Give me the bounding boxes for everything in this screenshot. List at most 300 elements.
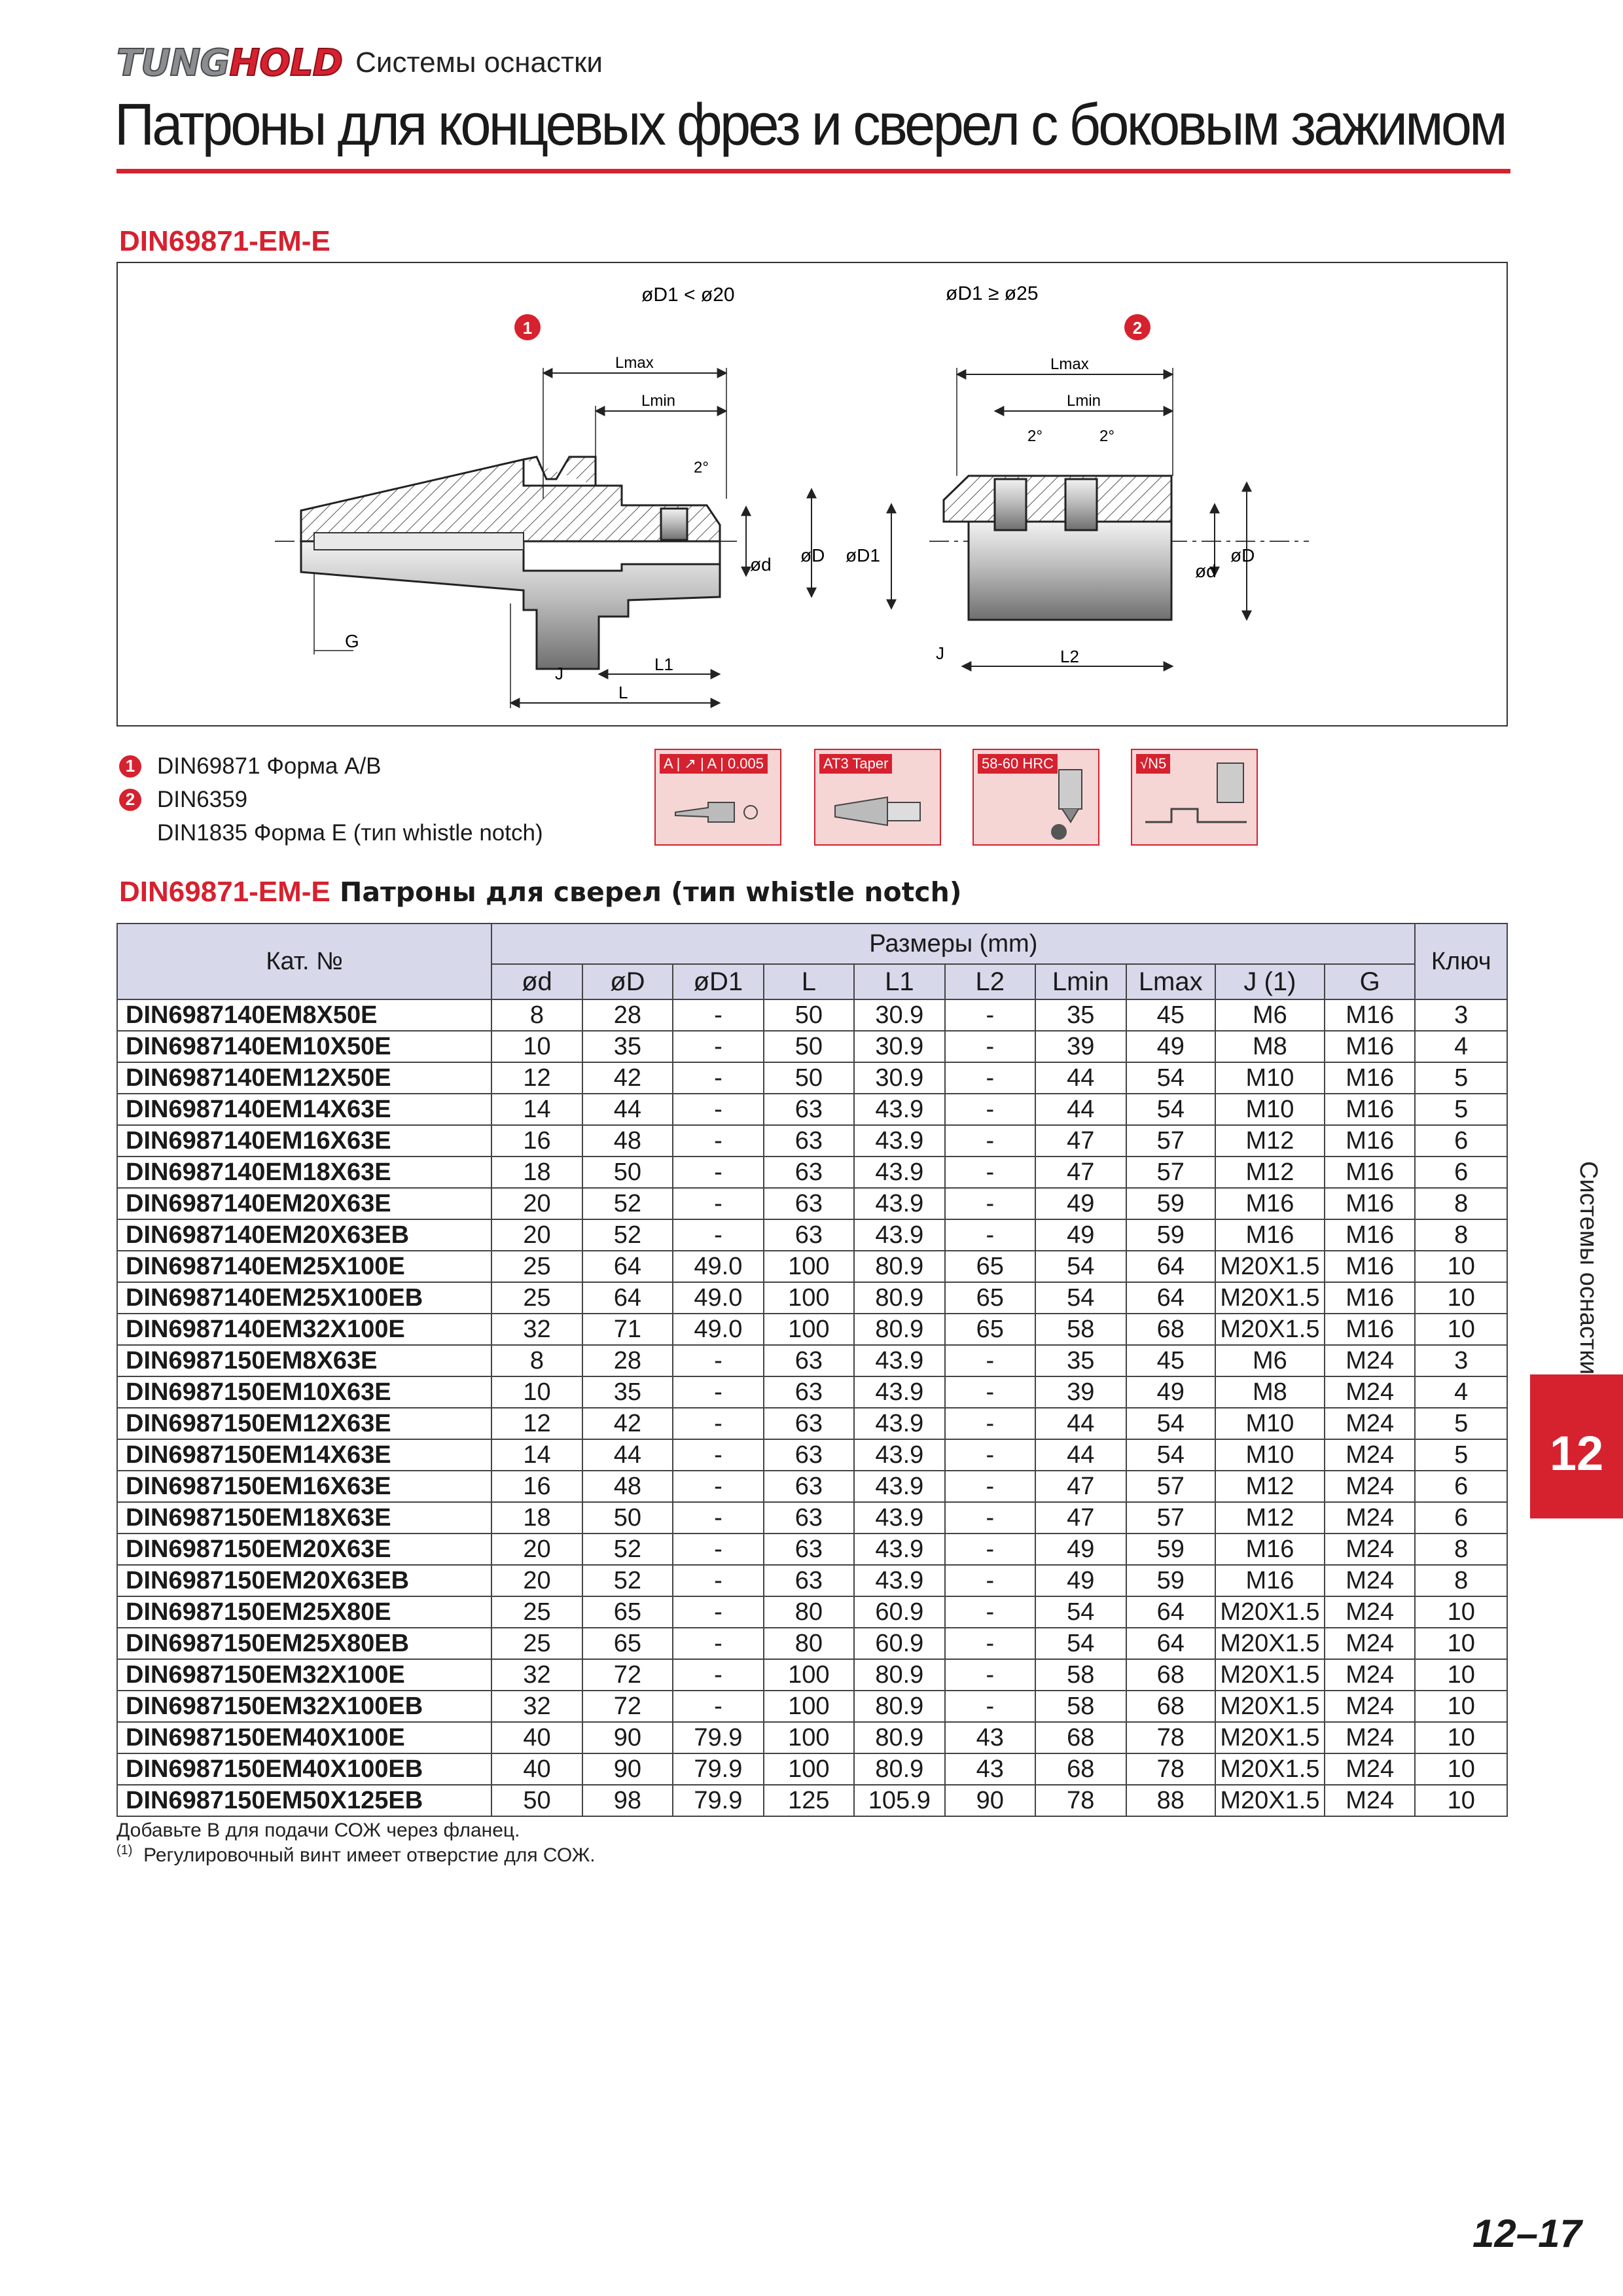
table-cell: 80.9 bbox=[854, 1722, 944, 1753]
table-cell: 80 bbox=[764, 1628, 854, 1659]
table-cell: 44 bbox=[582, 1439, 673, 1471]
table-cell: 49 bbox=[1035, 1219, 1126, 1251]
table-cell: - bbox=[673, 1628, 763, 1659]
table-cell: 30.9 bbox=[854, 1062, 944, 1094]
table-cell: - bbox=[945, 1534, 1035, 1565]
table-cell: 90 bbox=[945, 1785, 1035, 1816]
table-cell: - bbox=[673, 999, 763, 1031]
section-title-drawing: DIN69871-EM-E bbox=[119, 225, 330, 257]
table-cell: 68 bbox=[1035, 1753, 1126, 1785]
table-cell: - bbox=[673, 1062, 763, 1094]
table-cell: - bbox=[673, 1565, 763, 1596]
table-cell: 47 bbox=[1035, 1502, 1126, 1534]
catalog-number: DIN6987140EM12X50E bbox=[117, 1062, 491, 1094]
catalog-number: DIN6987150EM40X100EB bbox=[117, 1753, 491, 1785]
table-cell: M20X1.5 bbox=[1215, 1691, 1325, 1722]
table-cell: 42 bbox=[582, 1408, 673, 1439]
table-cell: 88 bbox=[1126, 1785, 1215, 1816]
column-header: L1 bbox=[854, 964, 944, 999]
table-cell: 16 bbox=[491, 1125, 582, 1157]
table-cell: M20X1.5 bbox=[1215, 1785, 1325, 1816]
table-cell: 10 bbox=[491, 1031, 582, 1062]
spec-table bbox=[116, 923, 1508, 1817]
note-screw-text: Регулировочный винт имеет отверстие для СОЖ. bbox=[143, 1844, 596, 1866]
taper-icon bbox=[815, 750, 940, 844]
table-cell: 59 bbox=[1126, 1534, 1215, 1565]
table-cell: 52 bbox=[582, 1565, 673, 1596]
table-row bbox=[117, 1345, 1507, 1376]
table-row bbox=[117, 1094, 1507, 1125]
legend-text-2: DIN6359 bbox=[157, 787, 248, 812]
table-cell: 4 bbox=[1415, 1031, 1507, 1062]
table-cell: 80.9 bbox=[854, 1251, 944, 1282]
table-cell: M24 bbox=[1325, 1534, 1416, 1565]
dim-J-1: J bbox=[555, 664, 563, 683]
runout-icon bbox=[656, 750, 780, 844]
table-cell: M20X1.5 bbox=[1215, 1314, 1325, 1345]
table-cell: - bbox=[673, 1376, 763, 1408]
table-cell: 45 bbox=[1126, 999, 1215, 1031]
table-cell: 54 bbox=[1035, 1282, 1126, 1314]
table-cell: M10 bbox=[1215, 1408, 1325, 1439]
table-row bbox=[117, 1722, 1507, 1753]
table-cell: 49.0 bbox=[673, 1314, 763, 1345]
technical-drawing bbox=[116, 262, 1508, 726]
table-cell: 64 bbox=[1126, 1282, 1215, 1314]
table-cell: 10 bbox=[1415, 1753, 1507, 1785]
table-cell: M16 bbox=[1215, 1188, 1325, 1219]
table-cell: - bbox=[673, 1094, 763, 1125]
table-cell: M24 bbox=[1325, 1753, 1416, 1785]
table-cell: 50 bbox=[582, 1502, 673, 1534]
table-cell: M24 bbox=[1325, 1502, 1416, 1534]
table-cell: - bbox=[673, 1659, 763, 1691]
table-cell: - bbox=[945, 1188, 1035, 1219]
column-header: L bbox=[764, 964, 854, 999]
table-cell: 10 bbox=[491, 1376, 582, 1408]
column-header: øD bbox=[582, 964, 673, 999]
table-cell: M12 bbox=[1215, 1157, 1325, 1188]
brand-subtitle: Системы оснастки bbox=[355, 46, 603, 79]
note-screw bbox=[116, 1843, 596, 1867]
dim-lmin-2: Lmin bbox=[1067, 392, 1101, 410]
table-cell: M24 bbox=[1325, 1691, 1416, 1722]
column-header: ød bbox=[491, 964, 582, 999]
table-row bbox=[117, 1408, 1507, 1439]
table-cell: 63 bbox=[764, 1094, 854, 1125]
condition-label-2: øD1 ≥ ø25 bbox=[946, 283, 1039, 304]
table-cell: 43.9 bbox=[854, 1439, 944, 1471]
column-header: Lmin bbox=[1035, 964, 1126, 999]
table-cell: 8 bbox=[491, 999, 582, 1031]
header-key: Ключ bbox=[1415, 924, 1507, 999]
table-cell: - bbox=[945, 1691, 1035, 1722]
header-cat: Кат. № bbox=[117, 924, 491, 999]
catalog-number: DIN6987140EM32X100E bbox=[117, 1314, 491, 1345]
table-cell: M20X1.5 bbox=[1215, 1628, 1325, 1659]
table-cell: 14 bbox=[491, 1439, 582, 1471]
table-cell: 6 bbox=[1415, 1502, 1507, 1534]
table-cell: 65 bbox=[945, 1251, 1035, 1282]
catalog-number: DIN6987150EM16X63E bbox=[117, 1471, 491, 1502]
table-cell: 105.9 bbox=[854, 1785, 944, 1816]
catalog-number: DIN6987150EM40X100E bbox=[117, 1722, 491, 1753]
dim-D-2: øD bbox=[1230, 545, 1255, 565]
holder-1-drawing bbox=[275, 354, 825, 708]
table-cell: 10 bbox=[1415, 1314, 1507, 1345]
table-cell: 52 bbox=[582, 1188, 673, 1219]
title-divider bbox=[116, 169, 1510, 173]
table-cell: - bbox=[945, 1062, 1035, 1094]
table-cell: 10 bbox=[1415, 1659, 1507, 1691]
table-cell: M24 bbox=[1325, 1785, 1416, 1816]
section-title-table-text: Патроны для сверел (тип whistle notch) bbox=[330, 876, 962, 908]
table-cell: 59 bbox=[1126, 1565, 1215, 1596]
table-cell: M24 bbox=[1325, 1408, 1416, 1439]
table-cell: M8 bbox=[1215, 1031, 1325, 1062]
table-cell: 125 bbox=[764, 1785, 854, 1816]
table-cell: 45 bbox=[1126, 1345, 1215, 1376]
table-cell: - bbox=[945, 1408, 1035, 1439]
table-cell: 100 bbox=[764, 1282, 854, 1314]
table-cell: - bbox=[673, 1125, 763, 1157]
table-cell: 63 bbox=[764, 1125, 854, 1157]
table-cell: M24 bbox=[1325, 1659, 1416, 1691]
surface-finish-icon bbox=[1132, 750, 1257, 844]
table-cell: 3 bbox=[1415, 999, 1507, 1031]
table-cell: M16 bbox=[1215, 1565, 1325, 1596]
table-cell: 49.0 bbox=[673, 1251, 763, 1282]
table-cell: 63 bbox=[764, 1439, 854, 1471]
table-cell: 64 bbox=[582, 1251, 673, 1282]
table-cell: 80.9 bbox=[854, 1691, 944, 1722]
table-cell: 64 bbox=[1126, 1596, 1215, 1628]
table-cell: 68 bbox=[1126, 1314, 1215, 1345]
table-cell: 10 bbox=[1415, 1785, 1507, 1816]
table-cell: 78 bbox=[1126, 1722, 1215, 1753]
column-header: øD1 bbox=[673, 964, 763, 999]
feature-hardness bbox=[972, 749, 1099, 846]
table-row bbox=[117, 1062, 1507, 1094]
table-cell: 12 bbox=[491, 1408, 582, 1439]
table-cell: - bbox=[945, 1565, 1035, 1596]
table-cell: 63 bbox=[764, 1534, 854, 1565]
table-cell: M24 bbox=[1325, 1596, 1416, 1628]
table-cell: 6 bbox=[1415, 1157, 1507, 1188]
table-cell: 63 bbox=[764, 1157, 854, 1188]
legend-text-1: DIN69871 Форма A/B bbox=[157, 753, 382, 779]
table-row bbox=[117, 1659, 1507, 1691]
catalog-number: DIN6987150EM50X125EB bbox=[117, 1785, 491, 1816]
table-cell: 68 bbox=[1126, 1659, 1215, 1691]
chapter-number: 12 bbox=[1549, 1426, 1604, 1480]
table-cell: 43.9 bbox=[854, 1565, 944, 1596]
table-cell: 80.9 bbox=[854, 1314, 944, 1345]
table-cell: M16 bbox=[1325, 1188, 1416, 1219]
drawing-badge-2-label: 2 bbox=[1132, 318, 1143, 338]
legend-row-2 bbox=[119, 783, 543, 816]
note-screw-mark: (1) bbox=[116, 1843, 133, 1857]
dim-lmin-1: Lmin bbox=[641, 392, 676, 410]
table-cell: M16 bbox=[1325, 1251, 1416, 1282]
table-cell: 8 bbox=[491, 1345, 582, 1376]
table-cell: - bbox=[673, 1408, 763, 1439]
table-cell: - bbox=[945, 1502, 1035, 1534]
spec-table-body bbox=[117, 999, 1507, 1816]
table-cell: 10 bbox=[1415, 1628, 1507, 1659]
table-cell: M12 bbox=[1215, 1471, 1325, 1502]
table-cell: 43 bbox=[945, 1753, 1035, 1785]
catalog-number: DIN6987140EM20X63E bbox=[117, 1188, 491, 1219]
tunghold-logo bbox=[116, 41, 343, 84]
feature-surface-label: √N5 bbox=[1136, 754, 1170, 774]
dim-J-2: J bbox=[936, 643, 944, 663]
table-cell: M16 bbox=[1325, 1219, 1416, 1251]
dim-L: L bbox=[618, 683, 628, 702]
table-cell: 25 bbox=[491, 1628, 582, 1659]
table-cell: 49 bbox=[1126, 1376, 1215, 1408]
table-cell: 44 bbox=[1035, 1094, 1126, 1125]
table-cell: 65 bbox=[945, 1282, 1035, 1314]
drawing-svg bbox=[118, 263, 1507, 725]
table-cell: 44 bbox=[1035, 1439, 1126, 1471]
page-number: 12–17 bbox=[1472, 2212, 1582, 2255]
table-cell: 59 bbox=[1126, 1188, 1215, 1219]
table-row bbox=[117, 1785, 1507, 1816]
condition-label-1: øD1 < ø20 bbox=[641, 284, 735, 306]
table-cell: 79.9 bbox=[673, 1722, 763, 1753]
dim-d-small-1: ød bbox=[750, 554, 772, 575]
table-cell: 35 bbox=[1035, 1345, 1126, 1376]
table-cell: 71 bbox=[582, 1314, 673, 1345]
table-cell: 43.9 bbox=[854, 1219, 944, 1251]
table-cell: - bbox=[673, 1691, 763, 1722]
column-header: L2 bbox=[945, 964, 1035, 999]
table-cell: 63 bbox=[764, 1219, 854, 1251]
table-cell: M24 bbox=[1325, 1345, 1416, 1376]
table-cell: M8 bbox=[1215, 1376, 1325, 1408]
table-cell: 63 bbox=[764, 1565, 854, 1596]
table-cell: 57 bbox=[1126, 1471, 1215, 1502]
table-cell: M20X1.5 bbox=[1215, 1659, 1325, 1691]
table-cell: 44 bbox=[582, 1094, 673, 1125]
table-cell: 8 bbox=[1415, 1188, 1507, 1219]
catalog-number: DIN6987150EM25X80EB bbox=[117, 1628, 491, 1659]
table-cell: 79.9 bbox=[673, 1785, 763, 1816]
feature-surface bbox=[1131, 749, 1258, 846]
table-cell: 8 bbox=[1415, 1565, 1507, 1596]
table-cell: 40 bbox=[491, 1722, 582, 1753]
table-cell: 8 bbox=[1415, 1219, 1507, 1251]
table-row bbox=[117, 1691, 1507, 1722]
table-cell: - bbox=[673, 1502, 763, 1534]
table-cell: M16 bbox=[1215, 1534, 1325, 1565]
column-header: Lmax bbox=[1126, 964, 1215, 999]
table-cell: 10 bbox=[1415, 1251, 1507, 1282]
table-cell: 43.9 bbox=[854, 1408, 944, 1439]
table-cell: M20X1.5 bbox=[1215, 1753, 1325, 1785]
table-cell: - bbox=[945, 1094, 1035, 1125]
table-cell: 32 bbox=[491, 1691, 582, 1722]
table-cell: 64 bbox=[1126, 1628, 1215, 1659]
catalog-number: DIN6987150EM20X63E bbox=[117, 1534, 491, 1565]
side-section-label: Системы оснастки bbox=[1575, 1160, 1602, 1375]
table-cell: 68 bbox=[1126, 1691, 1215, 1722]
table-cell: 30.9 bbox=[854, 999, 944, 1031]
table-cell: 100 bbox=[764, 1722, 854, 1753]
table-cell: 18 bbox=[491, 1157, 582, 1188]
page-title: Патроны для концевых фрез и сверел с боковым зажимом bbox=[115, 92, 1505, 158]
brand-header bbox=[116, 42, 603, 84]
table-cell: 100 bbox=[764, 1659, 854, 1691]
table-cell: M12 bbox=[1215, 1125, 1325, 1157]
table-cell: 54 bbox=[1126, 1062, 1215, 1094]
table-cell: 43.9 bbox=[854, 1094, 944, 1125]
table-cell: - bbox=[945, 1659, 1035, 1691]
dim-lmax-2: Lmax bbox=[1050, 355, 1089, 373]
angle-label-1: 2° bbox=[694, 459, 709, 476]
table-cell: 49 bbox=[1035, 1565, 1126, 1596]
table-cell: 3 bbox=[1415, 1345, 1507, 1376]
table-cell: 43.9 bbox=[854, 1125, 944, 1157]
table-cell: 49 bbox=[1035, 1188, 1126, 1219]
table-cell: 44 bbox=[1035, 1062, 1126, 1094]
table-cell: 43.9 bbox=[854, 1376, 944, 1408]
table-cell: 90 bbox=[582, 1722, 673, 1753]
table-cell: 54 bbox=[1126, 1408, 1215, 1439]
table-cell: 25 bbox=[491, 1596, 582, 1628]
section-title-table-code: DIN69871-EM-E bbox=[119, 876, 330, 908]
logo-part-2: HOLD bbox=[229, 41, 343, 84]
table-cell: 20 bbox=[491, 1219, 582, 1251]
table-cell: 54 bbox=[1126, 1439, 1215, 1471]
table-cell: M16 bbox=[1325, 999, 1416, 1031]
table-cell: M16 bbox=[1325, 1094, 1416, 1125]
table-cell: 57 bbox=[1126, 1157, 1215, 1188]
table-cell: 8 bbox=[1415, 1534, 1507, 1565]
table-cell: 5 bbox=[1415, 1062, 1507, 1094]
table-cell: M10 bbox=[1215, 1094, 1325, 1125]
table-cell: 6 bbox=[1415, 1471, 1507, 1502]
logo-part-1: TUNG bbox=[116, 41, 230, 84]
table-cell: 58 bbox=[1035, 1659, 1126, 1691]
table-cell: - bbox=[945, 1219, 1035, 1251]
legend-badge-2: 2 bbox=[119, 789, 141, 811]
table-cell: M24 bbox=[1325, 1376, 1416, 1408]
table-cell: 47 bbox=[1035, 1125, 1126, 1157]
table-row bbox=[117, 1188, 1507, 1219]
table-cell: M20X1.5 bbox=[1215, 1596, 1325, 1628]
table-row bbox=[117, 1219, 1507, 1251]
table-cell: 42 bbox=[582, 1062, 673, 1094]
table-cell: - bbox=[945, 1125, 1035, 1157]
table-cell: M20X1.5 bbox=[1215, 1251, 1325, 1282]
table-cell: 80.9 bbox=[854, 1753, 944, 1785]
catalog-number: DIN6987150EM14X63E bbox=[117, 1439, 491, 1471]
header-dims: Размеры (mm) bbox=[491, 924, 1415, 964]
column-header: G bbox=[1325, 964, 1416, 999]
table-cell: 25 bbox=[491, 1282, 582, 1314]
catalog-number: DIN6987140EM25X100E bbox=[117, 1251, 491, 1282]
table-cell: 90 bbox=[582, 1753, 673, 1785]
table-cell: 100 bbox=[764, 1251, 854, 1282]
table-row bbox=[117, 1157, 1507, 1188]
dim-G: G bbox=[345, 631, 359, 651]
dim-L1: L1 bbox=[654, 655, 673, 674]
table-cell: 43.9 bbox=[854, 1188, 944, 1219]
chapter-tab bbox=[1530, 1374, 1623, 1518]
table-cell: 65 bbox=[945, 1314, 1035, 1345]
table-cell: 39 bbox=[1035, 1376, 1126, 1408]
table-cell: 18 bbox=[491, 1502, 582, 1534]
table-cell: 5 bbox=[1415, 1094, 1507, 1125]
table-cell: 43.9 bbox=[854, 1157, 944, 1188]
table-cell: M6 bbox=[1215, 999, 1325, 1031]
dim-d-small-2: ød bbox=[1195, 561, 1217, 581]
table-cell: 50 bbox=[764, 999, 854, 1031]
feature-hardness-label: 58-60 HRC bbox=[978, 754, 1058, 774]
table-cell: 49.0 bbox=[673, 1282, 763, 1314]
table-cell: 78 bbox=[1035, 1785, 1126, 1816]
legend-badge-1: 1 bbox=[119, 755, 141, 778]
table-cell: 52 bbox=[582, 1219, 673, 1251]
table-row bbox=[117, 1753, 1507, 1785]
table-cell: 49 bbox=[1126, 1031, 1215, 1062]
table-cell: 59 bbox=[1126, 1219, 1215, 1251]
table-cell: 50 bbox=[764, 1062, 854, 1094]
section-title-table bbox=[119, 876, 962, 908]
table-cell: 58 bbox=[1035, 1691, 1126, 1722]
table-row bbox=[117, 1565, 1507, 1596]
table-cell: 12 bbox=[491, 1062, 582, 1094]
table-cell: 49 bbox=[1035, 1534, 1126, 1565]
table-cell: 35 bbox=[582, 1376, 673, 1408]
table-cell: M16 bbox=[1325, 1314, 1416, 1345]
table-cell: 68 bbox=[1035, 1722, 1126, 1753]
table-cell: - bbox=[673, 1596, 763, 1628]
table-cell: 35 bbox=[1035, 999, 1126, 1031]
table-cell: M12 bbox=[1215, 1502, 1325, 1534]
table-row bbox=[117, 1471, 1507, 1502]
catalog-number: DIN6987140EM10X50E bbox=[117, 1031, 491, 1062]
angle-label-2b: 2° bbox=[1099, 427, 1115, 445]
catalog-number: DIN6987150EM12X63E bbox=[117, 1408, 491, 1439]
table-cell: 28 bbox=[582, 999, 673, 1031]
table-cell: 10 bbox=[1415, 1691, 1507, 1722]
table-cell: 64 bbox=[1126, 1251, 1215, 1282]
catalog-number: DIN6987150EM25X80E bbox=[117, 1596, 491, 1628]
table-row bbox=[117, 1596, 1507, 1628]
table-cell: 48 bbox=[582, 1471, 673, 1502]
feature-runout bbox=[654, 749, 781, 846]
column-header: J (1) bbox=[1215, 964, 1325, 999]
table-cell: 54 bbox=[1035, 1596, 1126, 1628]
table-cell: 43.9 bbox=[854, 1345, 944, 1376]
table-cell: 50 bbox=[582, 1157, 673, 1188]
table-cell: - bbox=[945, 1439, 1035, 1471]
table-cell: - bbox=[945, 1157, 1035, 1188]
table-row bbox=[117, 1125, 1507, 1157]
table-row bbox=[117, 1534, 1507, 1565]
table-cell: 5 bbox=[1415, 1408, 1507, 1439]
table-cell: 5 bbox=[1415, 1439, 1507, 1471]
table-row bbox=[117, 999, 1507, 1031]
table-cell: 65 bbox=[582, 1596, 673, 1628]
table-cell: - bbox=[673, 1157, 763, 1188]
feature-taper bbox=[814, 749, 941, 846]
table-cell: 20 bbox=[491, 1188, 582, 1219]
table-cell: - bbox=[945, 1628, 1035, 1659]
